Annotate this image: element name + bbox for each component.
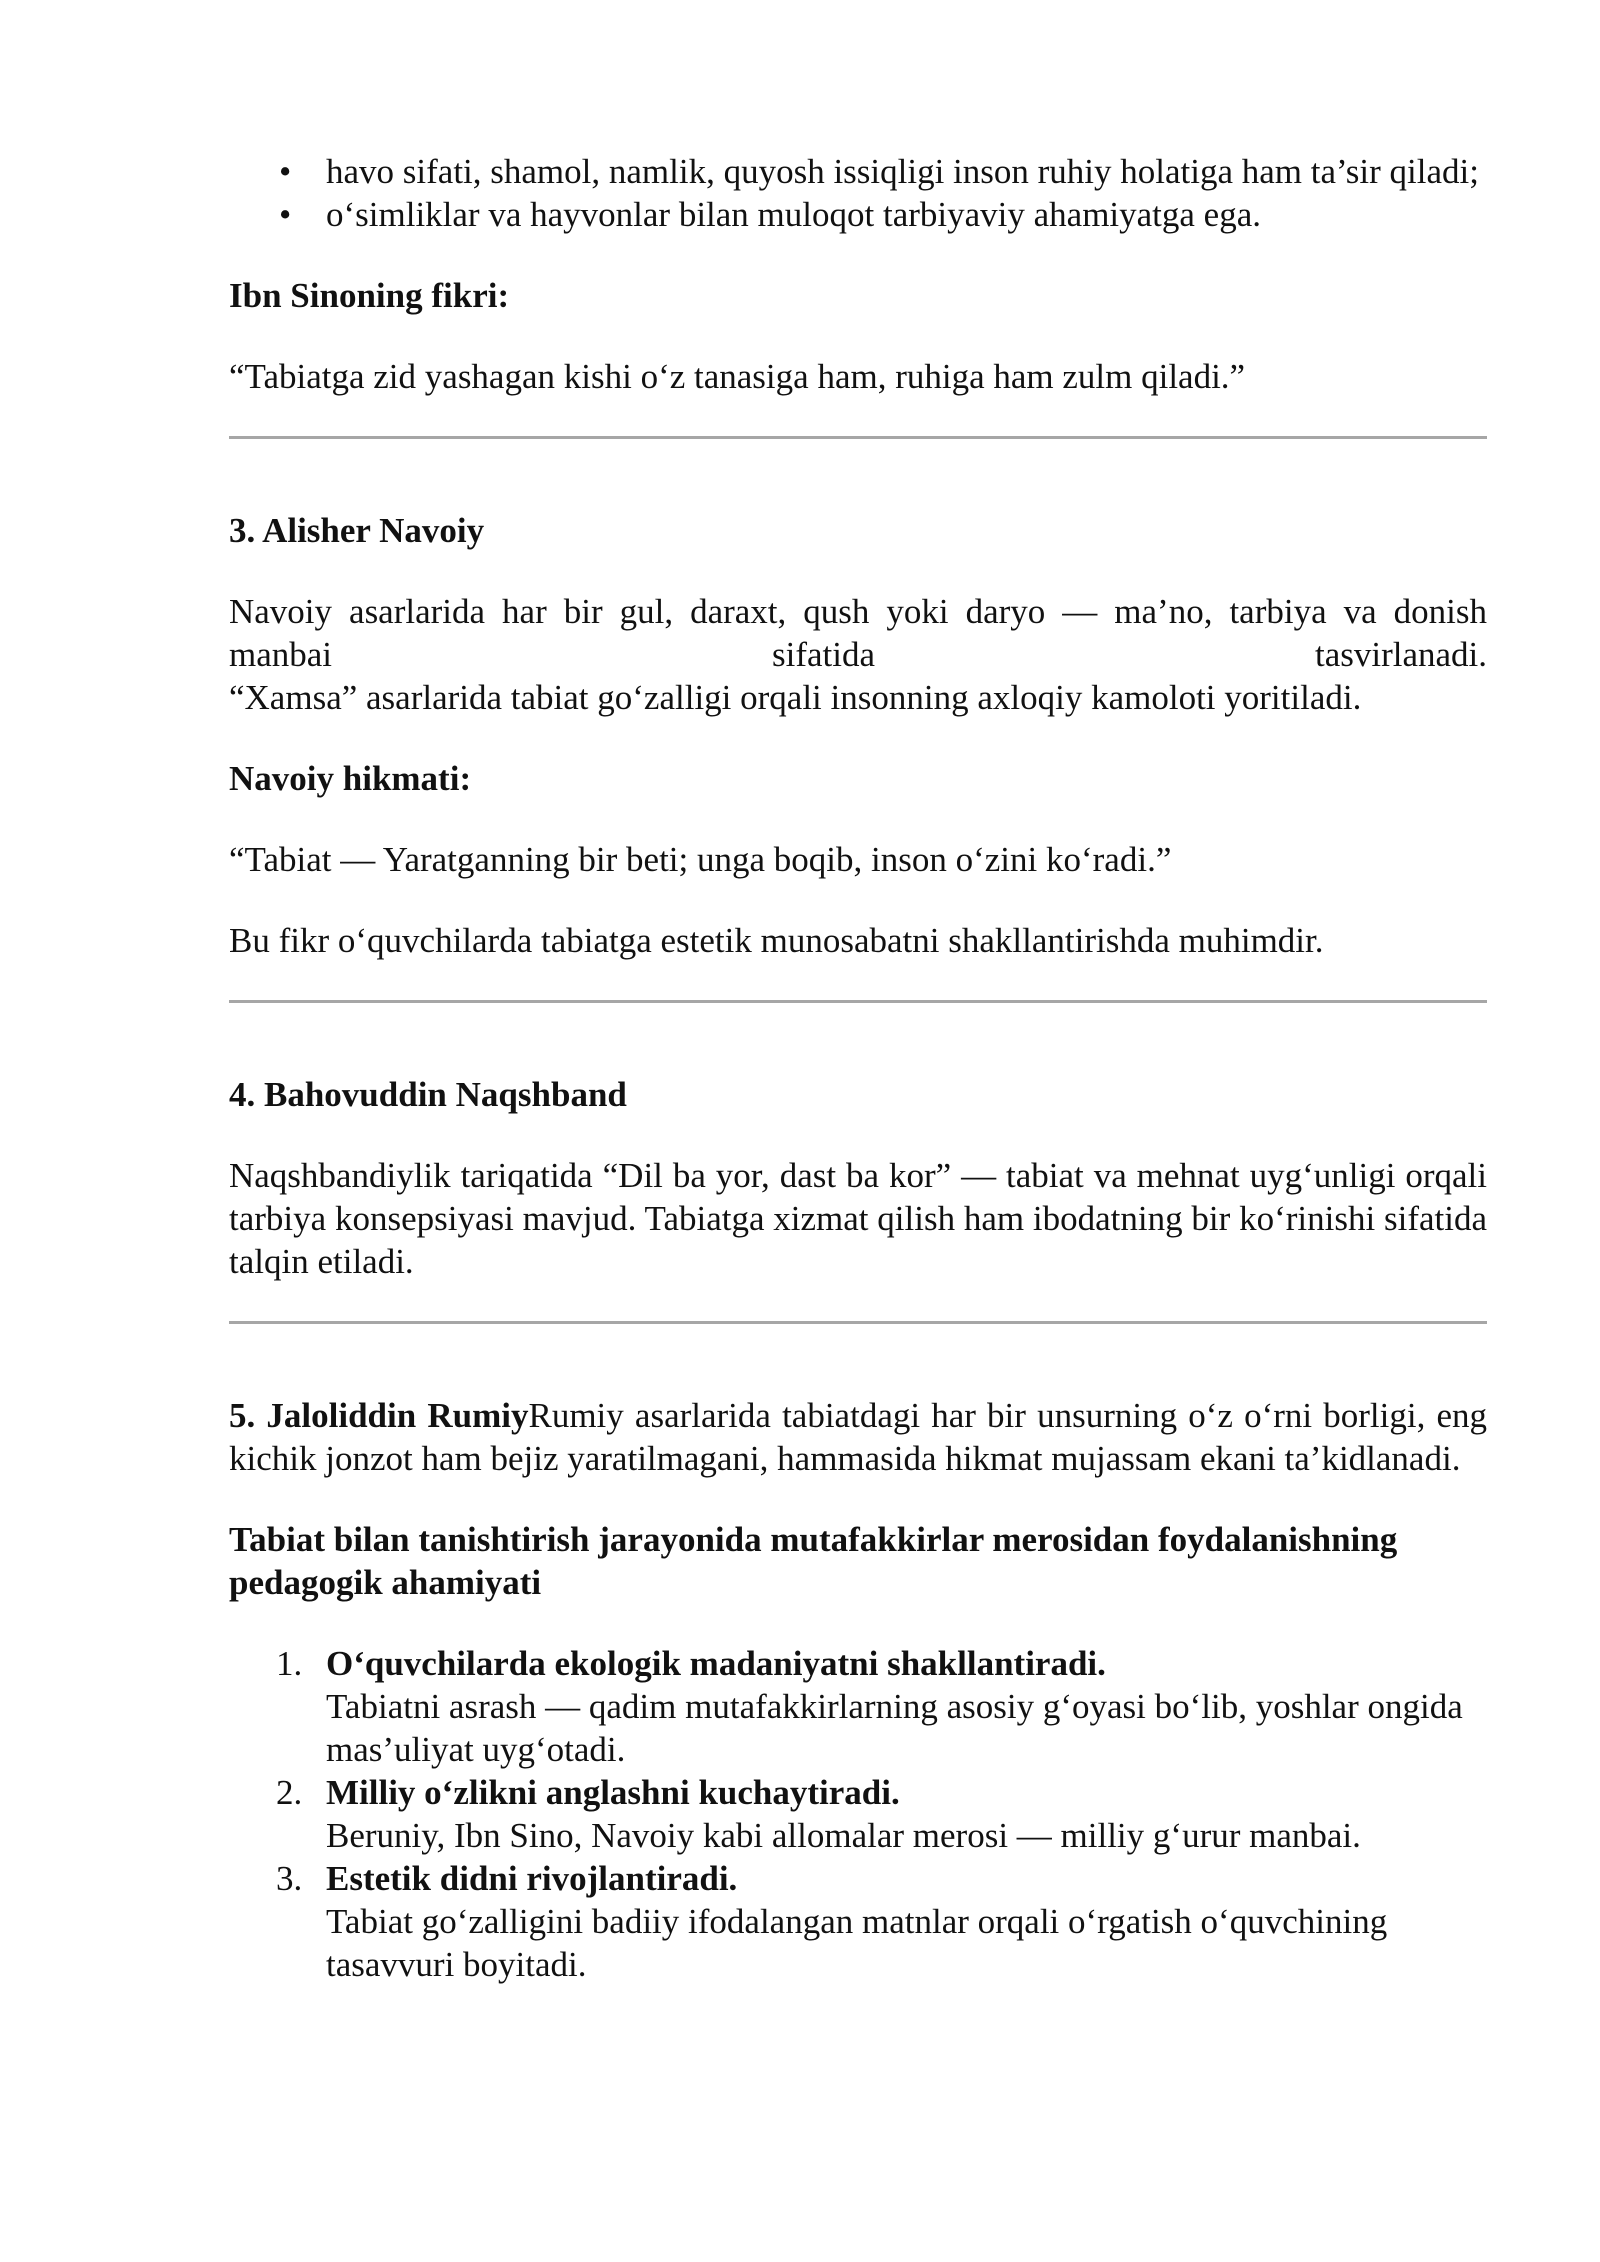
navoiy-note: Bu fikr o‘quvchilarda tabiatga estetik munosabatni shakllantirishda muhimdir. xyxy=(229,921,1324,960)
list-item xyxy=(229,1771,1487,1857)
section-heading-navoiy: 3. Alisher Navoiy xyxy=(229,511,485,550)
bullet-list xyxy=(229,150,1487,236)
list-item-title: O‘quvchilarda ekologik madaniyatni shakllantiradi. xyxy=(326,1644,1106,1683)
list-item-text: Tabiat go‘zalligini badiiy ifodalangan matnlar orqali o‘rgatish o‘quvchining tasavvuri boyitadi. xyxy=(326,1902,1388,1984)
navoiy-paragraph xyxy=(229,590,1487,719)
section-heading-pedagogik: Tabiat bilan tanishtirish jarayonida mutafakkirlar merosidan foydalanishning pedagogik ahamiyati xyxy=(229,1520,1398,1602)
bullet-text: o‘simliklar va hayvonlar bilan muloqot tarbiyaviy ahamiyatga ega. xyxy=(326,195,1262,234)
divider xyxy=(229,436,1487,439)
list-item-title: Milliy o‘zlikni anglashni kuchaytiradi. xyxy=(326,1773,900,1812)
section-heading-rumiy: 5. Jaloliddin Rumiy xyxy=(229,1396,529,1435)
list-item xyxy=(229,193,1487,236)
list-item xyxy=(229,1642,1487,1771)
list-number: 3. xyxy=(276,1859,303,1898)
list-number: 1. xyxy=(276,1644,303,1683)
ibn-sino-quote: “Tabiatga zid yashagan kishi o‘z tanasiga ham, ruhiga ham zulm qiladi.” xyxy=(229,357,1246,396)
navoiy-quote: “Tabiat — Yaratganning bir beti; unga boqib, inson o‘zini ko‘radi.” xyxy=(229,840,1172,879)
section-heading-naqshband: 4. Bahovuddin Naqshband xyxy=(229,1075,627,1114)
rumiy-text: Rumiy asarlarida tabiatdagi har bir unsurning o‘z o‘rni borligi, eng kichik jonzot ham bejiz yaratilmagani, hammasida hikmat mujassam ekani ta’kidlanadi. xyxy=(229,1396,1488,1478)
list-item-text: Beruniy, Ibn Sino, Navoiy kabi allomalar merosi — milliy g‘urur manbai. xyxy=(326,1816,1361,1855)
section-heading-navoiy-hikmati: Navoiy hikmati: xyxy=(229,759,472,798)
list-item xyxy=(229,1857,1487,1986)
bullet-icon: • xyxy=(279,195,292,234)
list-item-title: Estetik didni rivojlantiradi. xyxy=(326,1859,738,1898)
rumiy-paragraph xyxy=(229,1394,1487,1480)
navoiy-paragraph-line-1: Navoiy asarlarida har bir gul, daraxt, qush yoki daryo — ma’no, tarbiya va donish manbai sifatida tasvirlanadi. xyxy=(229,592,1487,674)
naqshband-paragraph: Naqshbandiylik tariqatida “Dil ba yor, dast ba kor” — tabiat va mehnat uyg‘unligi orqali tarbiya konsepsiyasi mavjud. Tabiatga xizmat qilish ham ibodatning bir ko‘rinishi sifatida talqin etiladi. xyxy=(229,1156,1487,1281)
list-number: 2. xyxy=(276,1773,303,1812)
divider xyxy=(229,1321,1487,1324)
bullet-icon: • xyxy=(279,152,292,191)
list-item xyxy=(229,150,1487,193)
pedagogik-list xyxy=(229,1642,1487,1986)
divider xyxy=(229,1000,1487,1003)
bullet-text: havo sifati, shamol, namlik, quyosh issiqligi inson ruhiy holatiga ham ta’sir qiladi; xyxy=(326,152,1479,191)
list-item-text: Tabiatni asrash — qadim mutafakkirlarning asosiy g‘oyasi bo‘lib, yoshlar ongida mas’uliyat uyg‘otadi. xyxy=(326,1687,1463,1769)
navoiy-paragraph-line-2: “Xamsa” asarlarida tabiat go‘zalligi orqali insonning axloqiy kamoloti yoritiladi. xyxy=(229,678,1362,717)
document-page xyxy=(229,150,1487,1986)
section-heading-ibn-sino: Ibn Sinoning fikri: xyxy=(229,276,510,315)
